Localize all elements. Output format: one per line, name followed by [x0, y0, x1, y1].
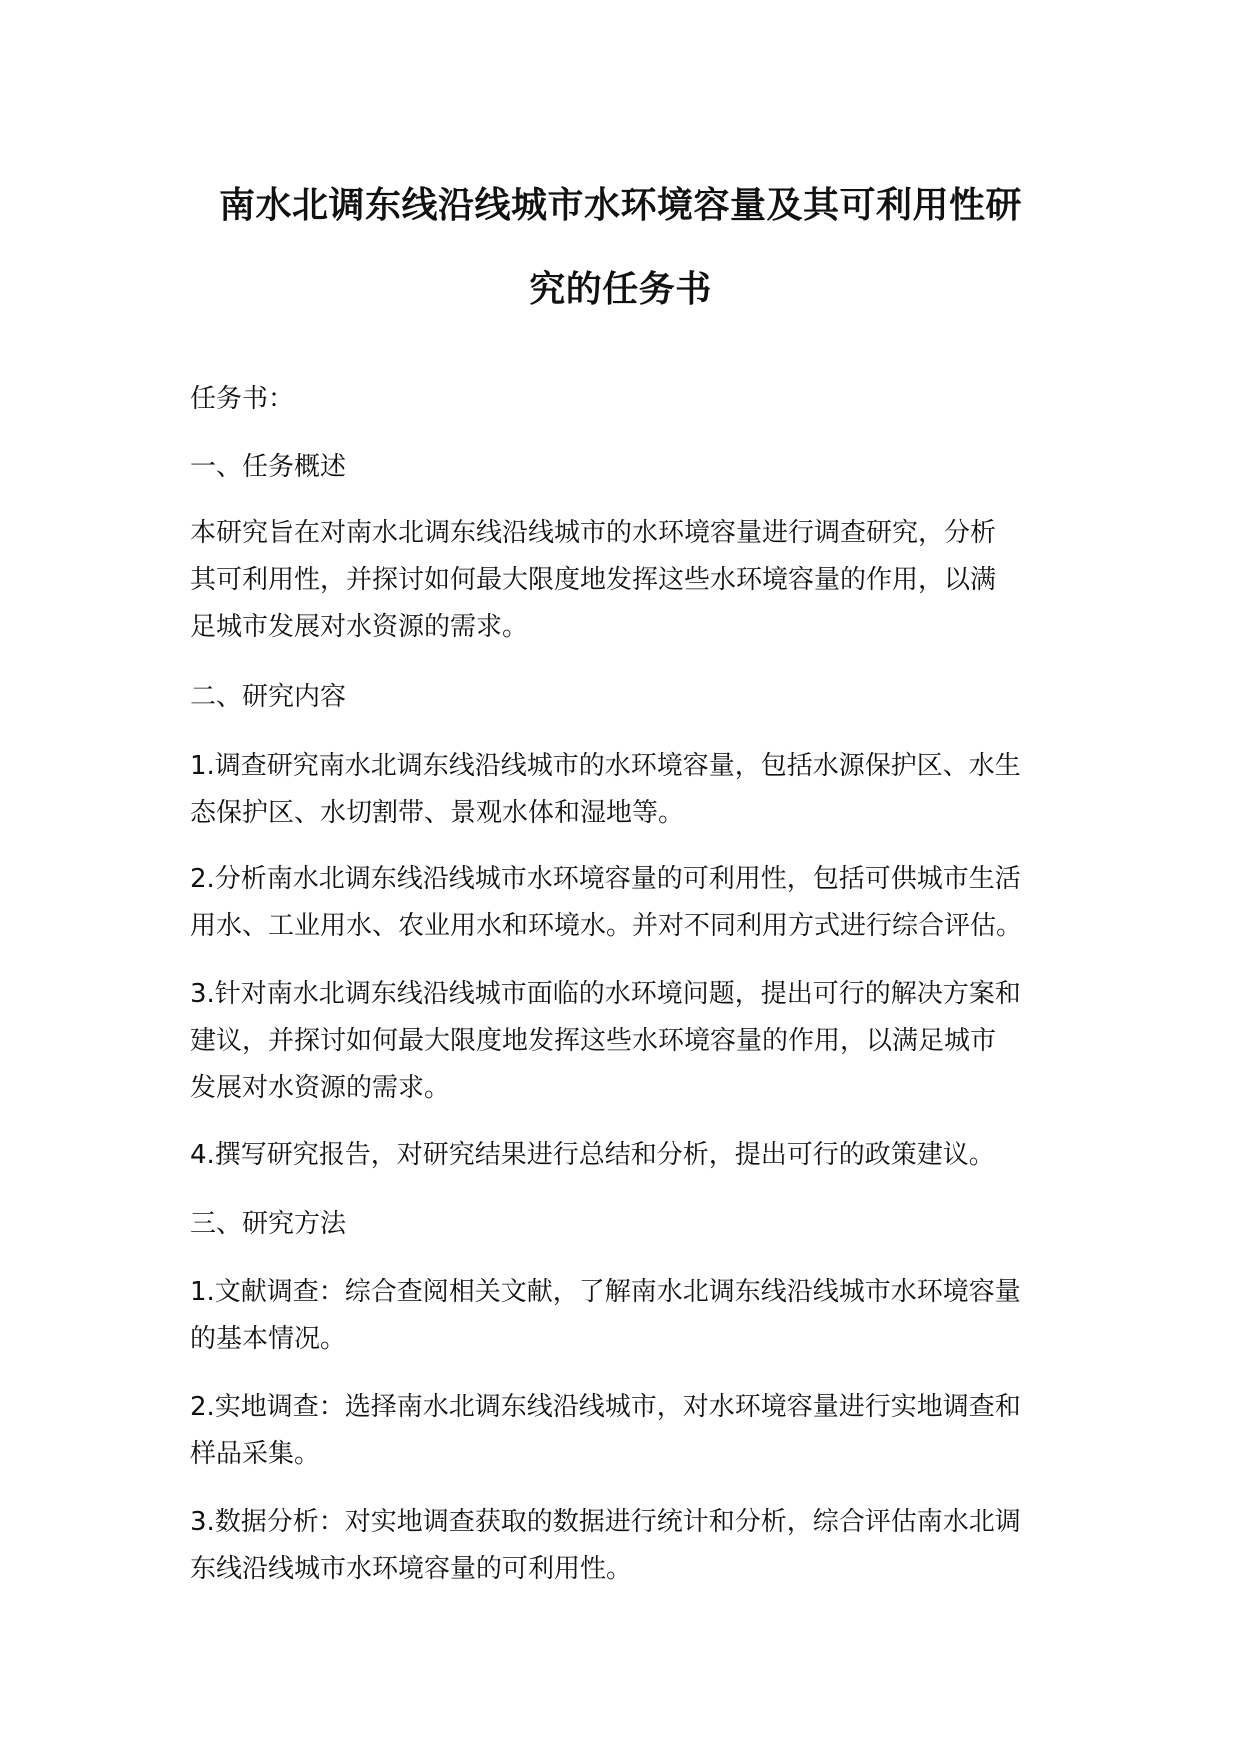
section-heading-text: 二、研究内容	[190, 682, 347, 712]
list-item	[190, 856, 1150, 950]
section-heading-text: 三、研究方法	[190, 1209, 347, 1239]
paragraph-line: 用水、工业用水、农业用水和环境水。并对不同利用方式进行综合评估。	[190, 911, 1023, 941]
section-heading	[190, 674, 1150, 721]
paragraph-line: 2.分析南水北调东线沿线城市水环境容量的可利用性，包括可供城市生活	[190, 864, 1021, 894]
section-heading	[190, 444, 1150, 491]
paragraph-line: 本研究旨在对南水北调东线沿线城市的水环境容量进行调查研究，分析	[190, 518, 997, 548]
paragraph-line: 足城市发展对水资源的需求。	[190, 612, 529, 642]
title-line: 究的任务书	[529, 269, 712, 310]
paragraph-line: 1.调查研究南水北调东线沿线城市的水环境容量，包括水源保护区、水生	[190, 751, 1021, 781]
list-item	[190, 1269, 1150, 1363]
list-item	[190, 743, 1150, 837]
paragraph-line: 样品采集。	[190, 1439, 321, 1469]
list-item	[190, 1384, 1150, 1478]
paragraph-line: 1.文献调查：综合查阅相关文献，了解南水北调东线沿线城市水环境容量	[190, 1277, 1021, 1307]
paragraph-line: 发展对水资源的需求。	[190, 1073, 451, 1103]
list-item	[190, 1499, 1150, 1593]
paragraph-line: 4.撰写研究报告，对研究结果进行总结和分析，提出可行的政策建议。	[190, 1140, 995, 1170]
paragraph-line: 东线沿线城市水环境容量的可利用性。	[190, 1554, 633, 1584]
page-title	[0, 164, 1241, 332]
paragraph	[190, 510, 1150, 651]
paragraph-line: 的基本情况。	[190, 1324, 347, 1354]
paragraph-line: 态保护区、水切割带、景观水体和湿地等。	[190, 798, 685, 828]
list-item	[190, 971, 1150, 1112]
paragraph-line: 3.数据分析：对实地调查获取的数据进行统计和分析，综合评估南水北调	[190, 1507, 1021, 1537]
title-line: 南水北调东线沿线城市水环境容量及其可利用性研	[218, 185, 1022, 226]
document-label	[190, 376, 1150, 423]
paragraph-line: 2.实地调查：选择南水北调东线沿线城市，对水环境容量进行实地调查和	[190, 1392, 1021, 1422]
paragraph-line: 建议，并探讨如何最大限度地发挥这些水环境容量的作用，以满足城市	[190, 1026, 997, 1056]
label-text: 任务书：	[190, 384, 295, 414]
list-item	[190, 1132, 1150, 1179]
paragraph-line: 3.针对南水北调东线沿线城市面临的水环境问题，提出可行的解决方案和	[190, 979, 1021, 1009]
paragraph-line: 其可利用性，并探讨如何最大限度地发挥这些水环境容量的作用，以满	[190, 565, 997, 595]
section-heading	[190, 1201, 1150, 1248]
section-heading-text: 一、任务概述	[190, 452, 347, 482]
